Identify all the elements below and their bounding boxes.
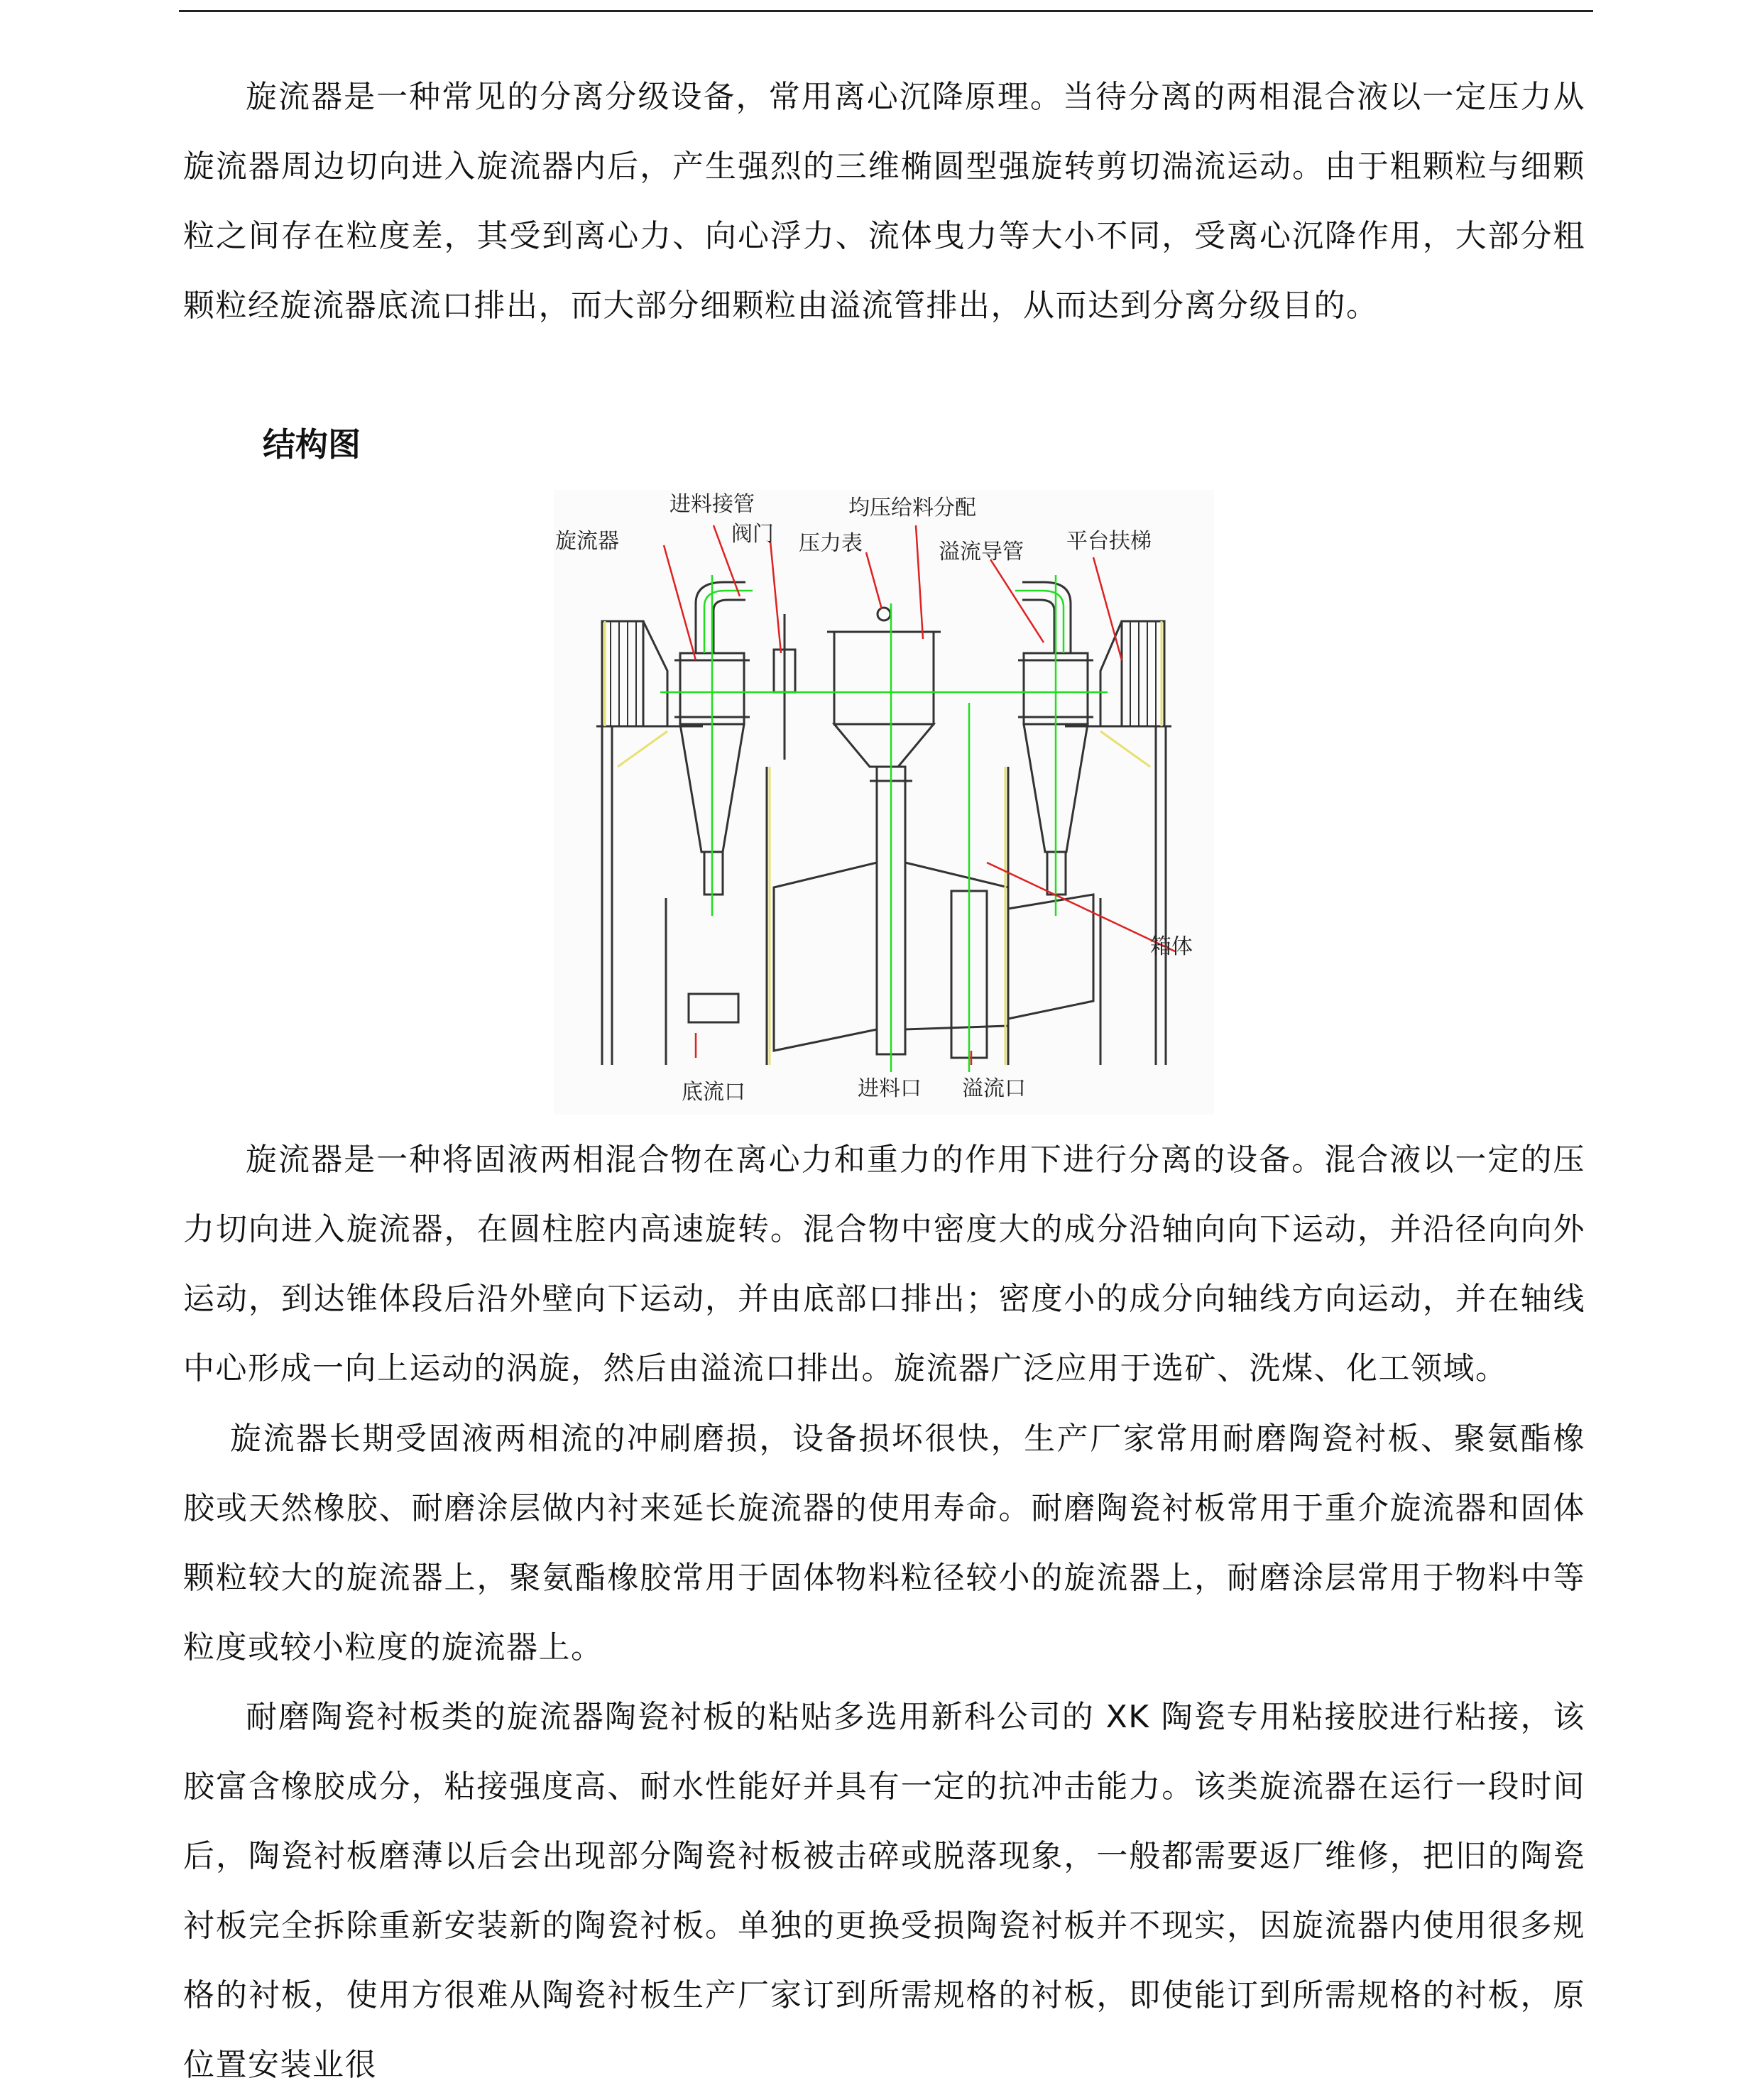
label-tank: 箱体 (1150, 934, 1193, 959)
label-distribution: 均压给料分配 (848, 496, 976, 520)
header-rule (179, 10, 1593, 12)
label-underflow-outlet: 底流口 (682, 1080, 745, 1105)
label-valve: 阀门 (731, 522, 774, 547)
paragraph-3: 旋流器长期受固液两相流的冲刷磨损，设备损坏很快，生产厂家常用耐磨陶瓷衬板、聚氨酯橡胶或天然橡胶、耐磨涂层做内衬来延长旋流器的使用寿命。耐磨陶瓷衬板常用于重介旋流器和固体颗粒较大的旋流器上，聚氨酯橡胶常用于固体物料粒径较小的旋流器上，耐磨涂层常用于物料中等粒度或较小粒度的旋流器上。 (183, 1421, 1585, 1666)
diagram-background (554, 490, 1214, 1115)
label-cyclone: 旋流器 (555, 529, 619, 554)
paragraph-4: 耐磨陶瓷衬板类的旋流器陶瓷衬板的粘贴多选用新科公司的 XK 陶瓷专用粘接胶进行粘接，该胶富含橡胶成分，粘接强度高、耐水性能好并具有一定的抗冲击能力。该类旋流器在运行一段时间后，陶瓷衬板磨薄以后会出现部分陶瓷衬板被击碎或脱落现象，一般都需要返厂维修，把旧的陶瓷衬板完全拆除重新安装新的陶瓷衬板。单独的更换受损陶瓷衬板并不现实，因旋流器内使用很多规格的衬板，使用方很难从陶瓷衬板生产厂家订到所需规格的衬板，即使能订到所需规格的衬板，原位置安装业很 (183, 1699, 1585, 2083)
label-feed-inlet: 进料口 (858, 1076, 922, 1101)
label-overflow-pipe: 溢流导管 (939, 540, 1024, 564)
label-overflow-outlet: 溢流口 (962, 1076, 1026, 1101)
structure-diagram (554, 490, 1214, 1115)
paragraph-1: 旋流器是一种常见的分离分级设备，常用离心沉降原理。当待分离的两相混合液以一定压力从旋流器周边切向进入旋流器内后，产生强烈的三维椭圆型强旋转剪切湍流运动。由于粗颗粒与细颗粒之间存在粒度差，其受到离心力、向心浮力、流体曳力等大小不同，受离心沉降作用，大部分粗颗粒经旋流器底流口排出，而大部分细颗粒由溢流管排出，从而达到分离分级目的。 (183, 79, 1585, 324)
label-platform-ladder: 平台扶梯 (1066, 529, 1152, 554)
section-heading: 结构图 (263, 425, 361, 464)
paragraph-2: 旋流器是一种将固液两相混合物在离心力和重力的作用下进行分离的设备。混合液以一定的压力切向进入旋流器，在圆柱腔内高速旋转。混合物中密度大的成分沿轴向向下运动，并沿径向向外运动，到达锥体段后沿外壁向下运动，并由底部口排出；密度小的成分向轴线方向运动，并在轴线中心形成一向上运动的涡旋，然后由溢流口排出。旋流器广泛应用于选矿、洗煤、化工领域。 (183, 1142, 1585, 1387)
label-pressure-gauge: 压力表 (799, 531, 863, 556)
label-feed-pipe: 进料接管 (669, 492, 755, 517)
